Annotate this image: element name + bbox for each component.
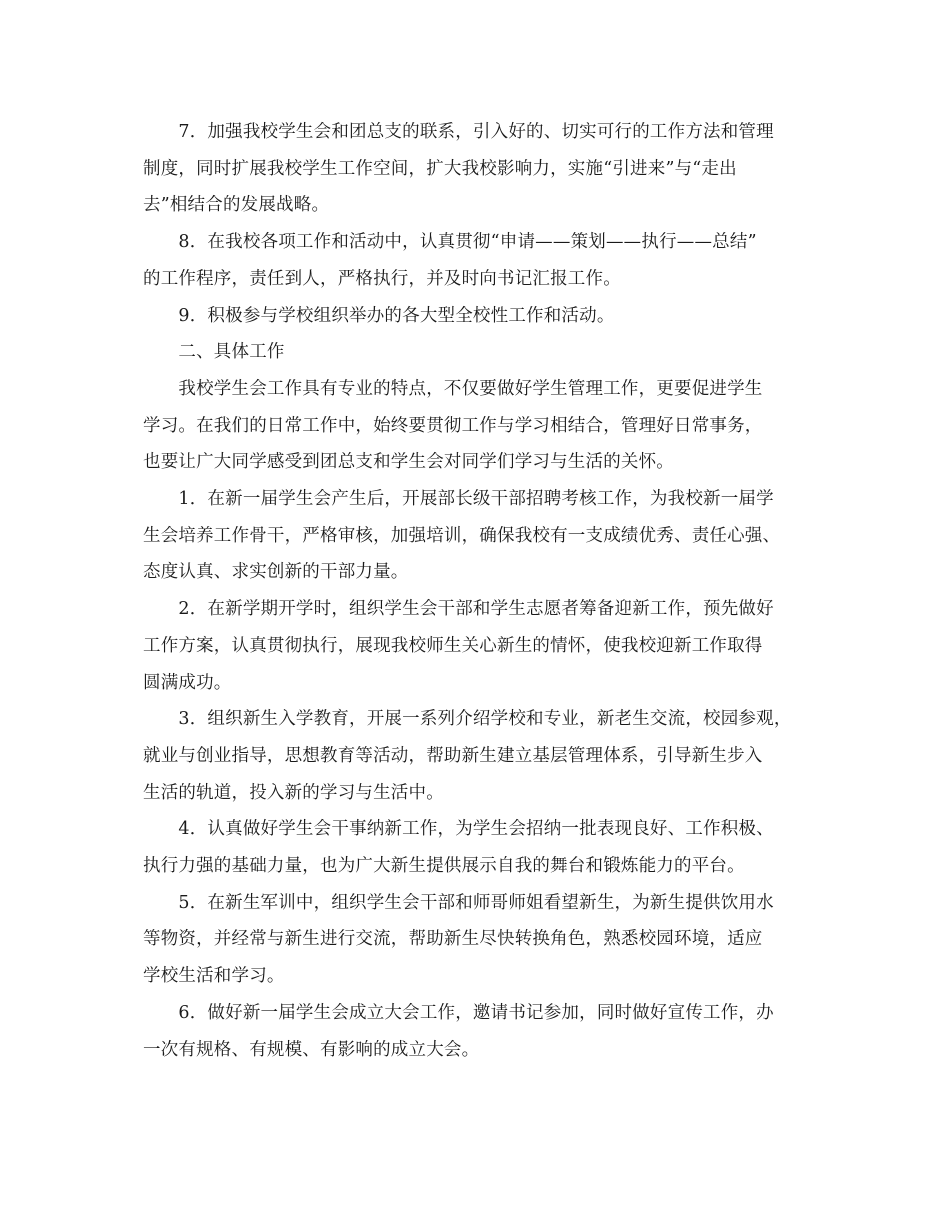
paragraph-item-7: 7．加强我校学生会和团总支的联系，引入好的、切实可行的工作方法和管理 制度，同时扩展我校学生工作空间，扩大我校影响力，实施“引进来”与“走出 去”相结合的发展战略。 [143,122,774,216]
paragraph-item-3: 3．组织新生入学教育，开展一系列介绍学校和专业，新老生交流，校园参观， 就业与创业指导，思想教育等活动，帮助新生建立基层管理体系，引导新生步入 生活的轨道，投入新的学习与生活中。 [143,709,792,803]
paragraph-item-1: 1．在新一届学生会产生后，开展部长级干部招聘考核工作，为我校新一届学 生会培养工作骨干，严格审核，加强培训，确保我校有一支成绩优秀、责任心强、 态度认真、求实创新的干部力量。 [143,489,781,583]
document-body [143,114,815,1068]
paragraph-item-9: 9．积极参与学校组织举办的各大型全校性工作和活动。 [143,305,615,326]
paragraph-item-6: 6．做好新一届学生会成立大会工作，邀请书记参加，同时做好宣传工作，办 一次有规格、有规模、有影响的成立大会。 [143,1002,774,1060]
paragraph-item-4: 4．认真做好学生会干事纳新工作，为学生会招纳一批表现良好、工作积极、 执行力强的基础力量，也为广大新生提供展示自我的舞台和锻炼能力的平台。 [143,819,774,877]
paragraph-intro: 我校学生会工作具有专业的特点，不仅要做好学生管理工作，更要促进学生 学习。在我们的日常工作中，始终要贯彻工作与学习相结合，管理好日常事务， 也要让广大同学感受到团总支和学生会对同学们学习与生活的关怀。 [143,378,763,473]
paragraph-item-2: 2．在新学期开学时，组织学生会干部和学生志愿者筹备迎新工作，预先做好 工作方案，认真贯彻执行，展现我校师生关心新生的情怀，使我校迎新工作取得 圆满成功。 [143,599,774,693]
paragraph-item-5: 5．在新生军训中，组织学生会干部和师哥师姐看望新生，为新生提供饮用水 等物资，并经常与新生进行交流，帮助新生尽快转换角色，熟悉校园环境，适应 学校生活和学习。 [143,892,774,987]
section-heading-specific-work: 二、具体工作 [143,342,285,363]
paragraph-item-8: 8．在我校各项工作和活动中，认真贯彻“申请——策划——执行——总结” 的工作程序，责任到人，严格执行，并及时向书记汇报工作。 [143,232,757,289]
